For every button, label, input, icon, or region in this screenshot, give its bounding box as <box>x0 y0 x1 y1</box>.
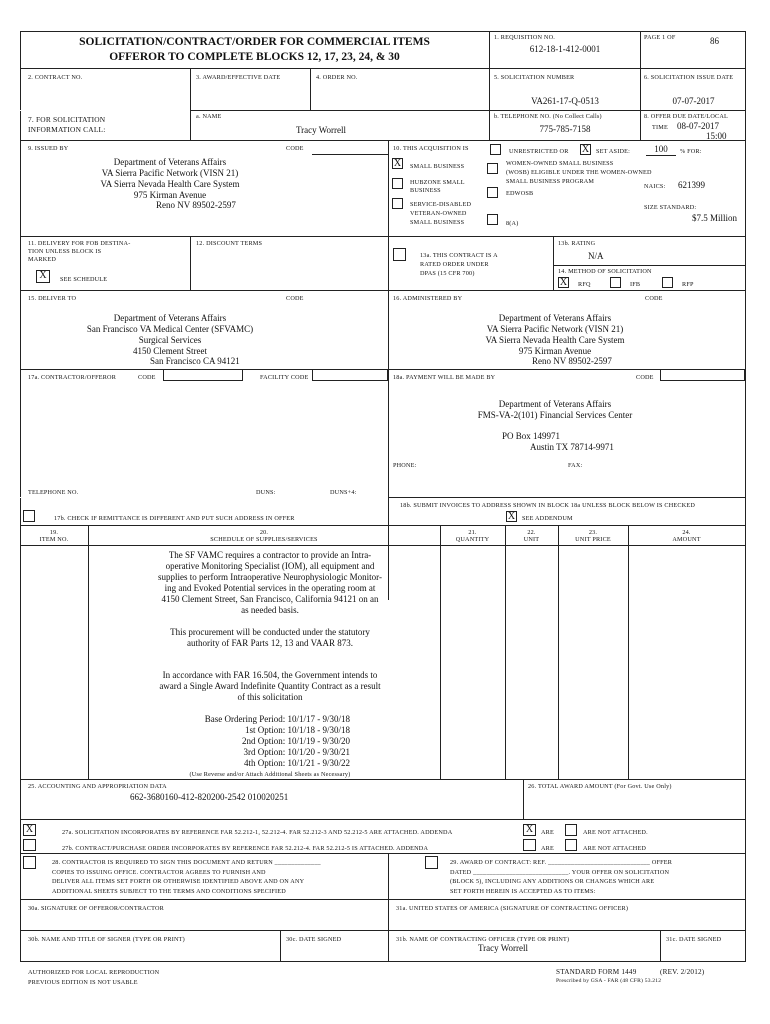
rating-label: 13b. RATING <box>558 240 596 247</box>
wosb-label: WOMEN-OWNED SMALL BUSINESS (WOSB) ELIGIBLE UNDER THE WOMEN-OWNED SMALL BUSINESS PROGRAM <box>506 160 652 185</box>
rule <box>388 853 389 961</box>
date-signed-31c-label: 31c. DATE SIGNED <box>666 936 722 943</box>
percent-for-label: % FOR: <box>680 148 702 155</box>
size-standard-label: SIZE STANDARD: <box>644 204 697 211</box>
issued-by-label: 9. ISSUED BY <box>28 145 69 152</box>
clause-27a-not-label: ARE NOT ATTACHED. <box>583 829 648 836</box>
payment-city: Austin TX 78714-9971 <box>530 442 614 452</box>
time-label: TIME <box>652 124 668 131</box>
payment-code-label: CODE <box>636 374 654 381</box>
rule <box>20 31 21 961</box>
contractor-code-label: CODE <box>138 374 156 381</box>
rule <box>190 68 191 110</box>
solicitation-number-label: 5. SOLICITATION NUMBER <box>494 74 575 81</box>
rule <box>505 525 506 779</box>
naics-label: NAICS: <box>644 183 666 190</box>
set-aside-label: SET ASIDE: <box>596 148 631 155</box>
schedule-option-periods: Base Ordering Period: 10/1/17 - 9/30/18 1st Option: 10/1/18 - 9/30/18 2nd Option: 10/1/19 - 9/30/20 3rd Option: 10/1/20 - 9/30/21 4th Option: 10/1/21 - 9/30/22 <box>204 714 350 768</box>
contractor-code-field[interactable] <box>163 370 243 381</box>
contract-no-label: 2. CONTRACT NO. <box>28 74 83 81</box>
rule <box>553 236 554 290</box>
form-title <box>20 35 489 65</box>
deliver-to-city: San Francisco CA 94121 <box>150 356 240 366</box>
clause-27b-are-checkbox[interactable] <box>523 839 536 851</box>
issued-by-city: Reno NV 89502-2597 <box>156 200 236 210</box>
rating-value: N/A <box>588 251 604 261</box>
rule <box>20 819 746 820</box>
name-label: a. NAME <box>196 113 222 120</box>
date-signed-30c-label: 30c. DATE SIGNED <box>286 936 342 943</box>
requisition-value: 612-18-1-412-0001 <box>529 44 601 54</box>
offer-due-date: 08-07-2017 <box>677 121 719 131</box>
deliver-to-address: Department of Veterans Affairs San Francisco VA Medical Center (SFVAMC) Surgical Services 4150 Clement Street <box>86 313 254 356</box>
rated-order-checkbox[interactable] <box>393 248 406 261</box>
see-addendum-label: SEE ADDENDUM <box>522 515 573 522</box>
small-business-mark: X <box>393 158 402 169</box>
rule <box>640 31 641 68</box>
signature-30a-label: 30a. SIGNATURE OF OFFEROR/CONTRACTOR <box>28 905 165 912</box>
requisition-label: 1. REQUISITION NO. <box>494 34 556 41</box>
duns4-label: DUNS+4: <box>330 489 357 496</box>
set-aside-mark: X <box>581 144 590 155</box>
signer-name-label: 30b. NAME AND TITLE OF SIGNER (TYPE OR PRINT) <box>28 936 185 943</box>
block-29-checkbox[interactable] <box>425 856 438 869</box>
deliver-to-code-label: CODE <box>286 295 304 302</box>
rule <box>20 236 746 237</box>
clause-27a-are-checkbox[interactable] <box>523 824 536 836</box>
rule <box>388 497 746 498</box>
signature-31a-label: 31a. UNITED STATES OF AMERICA (SIGNATURE OF CONTRACTING OFFICER) <box>396 905 629 912</box>
clause-27a-checkbox[interactable] <box>23 824 36 836</box>
schedule-note: (Use Reverse and/or Attach Additional Sheets as Necessary) <box>189 771 351 778</box>
issued-by-code-label: CODE <box>286 145 304 152</box>
acquisition-label: 10. THIS ACQUISITION IS <box>393 145 469 152</box>
fax-label: FAX: <box>568 462 583 469</box>
clause-27b-not-label: ARE NOT ATTACHED <box>583 845 647 852</box>
footer-revision: (REV. 2/2012) <box>660 968 705 976</box>
sdvosb-label: SERVICE-DISABLED VETERAN-OWNED SMALL BUSINESS <box>410 201 472 226</box>
set-aside-percent: 100 <box>654 144 668 154</box>
page-label: PAGE 1 OF <box>644 34 676 41</box>
payment-pobox: PO Box 149971 <box>502 431 561 441</box>
col-schedule: 20. SCHEDULE OF SUPPLIES/SERVICES <box>210 529 318 543</box>
award-date-label: 3. AWARD/EFFECTIVE DATE <box>196 74 281 81</box>
small-business-checkbox[interactable] <box>392 158 403 169</box>
eight-a-label: 8(A) <box>506 220 519 227</box>
rule <box>20 899 746 900</box>
clause-27b-are-label: ARE <box>541 845 554 852</box>
hubzone-checkbox[interactable] <box>392 178 403 189</box>
percent-field <box>646 155 676 156</box>
rule <box>20 930 746 931</box>
see-addendum-mark: X <box>507 511 516 522</box>
rule <box>310 68 311 110</box>
naics-value: 621399 <box>678 180 705 190</box>
rule <box>558 525 559 779</box>
set-aside-checkbox[interactable] <box>580 144 591 155</box>
ifb-checkbox[interactable] <box>610 277 621 288</box>
clause-27a-not-checkbox[interactable] <box>565 824 577 836</box>
clause-27b-checkbox[interactable] <box>23 839 36 851</box>
block-28-checkbox[interactable] <box>23 856 36 869</box>
issued-by-address: Department of Veterans Affairs VA Sierra Pacific Network (VISN 21) VA Sierra Nevada Health Care System 975 Kirman Avenue <box>100 157 240 200</box>
rule <box>20 779 746 780</box>
remittance-checkbox[interactable] <box>23 510 35 522</box>
rule <box>628 525 629 779</box>
rule <box>523 779 524 819</box>
contractor-label: 17a. CONTRACTOR/OFFEROR <box>28 374 117 381</box>
telephone-value: 775-785-7158 <box>539 124 591 134</box>
eight-a-checkbox[interactable] <box>487 214 498 225</box>
unrestricted-checkbox[interactable] <box>490 144 501 155</box>
wosb-checkbox[interactable] <box>487 163 498 174</box>
schedule-paragraph-3: In accordance with FAR 16.504, the Government intends to award a Single Award Indefinite Quantity Contract as a result of this solicitation <box>159 670 381 702</box>
clause-27b-not-checkbox[interactable] <box>565 839 577 851</box>
clause-27b-label: 27b. CONTRACT/PURCHASE ORDER INCORPORATES BY REFERENCE FAR 52.212-4. FAR 52.212-5 IS ATTACHED. ADDENDA <box>62 845 429 852</box>
rule <box>20 497 388 498</box>
contracting-officer-name: Tracy Worrell <box>478 943 529 953</box>
rule <box>660 930 661 961</box>
contact-name: Tracy Worrell <box>296 125 347 135</box>
solicitation-number-value: VA261-17-Q-0513 <box>531 96 599 106</box>
rule <box>20 961 746 962</box>
block-28-text: 28. CONTRACTOR IS REQUIRED TO SIGN THIS DOCUMENT AND RETURN ______________ COPIES TO ISSUING OFFICE. CONTRACTOR AGREES TO FURNISH AND DELIVER ALL ITEMS SET FORTH OR OTHERWISE IDENTIFIED ABOVE AND ON ANY ADDITIONAL SHEETS SUBJECT TO THE TERMS AND CONDITIONS SPECIFIED <box>52 859 321 895</box>
rule <box>440 525 441 779</box>
footer-authorization: AUTHORIZED FOR LOCAL REPRODUCTION PREVIOUS EDITION IS NOT USABLE <box>28 969 160 986</box>
sdvosb-checkbox[interactable] <box>392 198 403 209</box>
telephone-label: b. TELEPHONE NO. (No Collect Calls) <box>494 113 602 120</box>
method-label: 14. METHOD OF SOLICITATION <box>558 268 652 275</box>
rule <box>190 236 191 290</box>
facility-code-field[interactable] <box>312 370 388 381</box>
facility-code-label: FACILITY CODE <box>260 374 309 381</box>
clause-27a-mark: X <box>25 824 34 835</box>
edwosb-checkbox[interactable] <box>487 187 498 198</box>
rule <box>190 110 746 111</box>
payment-address: Department of Veterans Affairs FMS-VA-2(101) Financial Services Center <box>477 399 633 420</box>
administered-by-address: Department of Veterans Affairs VA Sierra Pacific Network (VISN 21) VA Sierra Nevada Health Care System 975 Kirman Avenue <box>485 313 625 356</box>
size-standard-value: $7.5 Million <box>692 213 738 223</box>
deliver-to-label: 15. DELIVER TO <box>28 295 77 302</box>
see-schedule-checkbox[interactable] <box>36 270 50 283</box>
hubzone-label: HUBZONE SMALL BUSINESS <box>410 179 465 194</box>
rfp-checkbox[interactable] <box>662 277 673 288</box>
clause-27a-are-mark: X <box>525 824 534 835</box>
rfq-label: RFQ <box>578 281 591 288</box>
form-title-line1: SOLICITATION/CONTRACT/ORDER FOR COMMERCIAL ITEMS <box>79 36 430 48</box>
administered-by-city: Reno NV 89502-2597 <box>532 356 612 366</box>
small-business-label: SMALL BUSINESS <box>410 163 465 170</box>
payment-code-field[interactable] <box>660 370 745 381</box>
clause-27a-are-label: ARE <box>541 829 554 836</box>
col-unit: 22. UNIT <box>523 529 540 543</box>
phone-label: PHONE: <box>393 462 417 469</box>
delivery-fob-label: 11. DELIVERY FOR FOB DESTINA- TION UNLESS BLOCK IS MARKED <box>28 240 131 263</box>
see-addendum-checkbox[interactable] <box>506 511 517 522</box>
accounting-label: 25. ACCOUNTING AND APPROPRIATION DATA <box>28 783 167 790</box>
rule <box>280 930 281 961</box>
rule <box>20 853 746 854</box>
col-item-no: 19. ITEM NO. <box>39 529 69 543</box>
rule <box>20 68 746 69</box>
remittance-label: 17b. CHECK IF REMITTANCE IS DIFFERENT AND PUT SUCH ADDRESS IN OFFER <box>54 515 295 522</box>
invoice-label: 18b. SUBMIT INVOICES TO ADDRESS SHOWN IN BLOCK 18a UNLESS BLOCK BELOW IS CHECKED <box>400 502 696 509</box>
rule <box>20 545 746 546</box>
total-award-label: 26. TOTAL AWARD AMOUNT (For Govt. Use Only) <box>528 783 672 790</box>
rule <box>745 31 746 961</box>
footer-form-name: STANDARD FORM 1449 <box>556 968 637 976</box>
rule <box>20 290 746 291</box>
rfq-checkbox[interactable] <box>558 277 569 288</box>
col-unit-price: 23. UNIT PRICE <box>575 529 611 543</box>
form-title-line2: OFFEROR TO COMPLETE BLOCKS 12, 17, 23, 24, & 30 <box>109 51 400 63</box>
block-29-text: 29. AWARD OF CONTRACT: REF. _______________________________ OFFER DATED _____________________________. YOUR OFFER ON SOLICITATION (BLOCK 5), INCLUDING ANY ADDITIONS OR CHANGES WHICH ARE SET FORTH HEREIN IS ACCEPTED AS TO ITEMS: <box>450 859 673 895</box>
code-field <box>312 154 388 155</box>
rule <box>190 110 191 140</box>
accounting-value: 662-3680160-412-820200-2542 010020251 <box>130 792 289 802</box>
order-no-label: 4. ORDER NO. <box>316 74 358 81</box>
col-quantity: 21. QUANTITY <box>455 529 490 543</box>
administered-by-label: 16. ADMINISTERED BY <box>393 295 463 302</box>
rated-order-label: 13a. THIS CONTRACT IS A RATED ORDER UNDER DPAS (15 CFR 700) <box>420 252 498 277</box>
contractor-telephone-label: TELEPHONE NO. <box>28 489 79 496</box>
schedule-paragraph-2: This procurement will be conducted under the statutory authority of FAR Parts 12, 13 and VAAR 873. <box>170 627 370 648</box>
see-schedule-label: SEE SCHEDULE <box>60 276 108 283</box>
see-schedule-mark: X <box>39 270 47 281</box>
solicitation-info-label: 7. FOR SOLICITATION INFORMATION CALL: <box>28 115 106 134</box>
offer-due-label: 8. OFFER DUE DATE/LOCAL <box>644 113 729 120</box>
administered-by-code-label: CODE <box>645 295 663 302</box>
contracting-officer-label: 31b. NAME OF CONTRACTING OFFICER (TYPE OR PRINT) <box>396 936 570 943</box>
ifb-label: IFB <box>630 281 641 288</box>
schedule-paragraph-1: The SF VAMC requires a contractor to provide an Intra- operative Monitoring Specialist (IOM), all equipment and supplies to perform Intraoperative Neurophysiologic Monitor- ing and Evoked Potential services in the operating room at 4150 Clement Street, San Francisco, California 94121 on an as needed basis. <box>157 550 382 615</box>
rfq-mark: X <box>559 277 568 288</box>
rule <box>553 265 746 266</box>
unrestricted-label: UNRESTRICTED OR <box>509 148 569 155</box>
footer-prescribed: Prescribed by GSA - FAR (48 CFR) 53.212 <box>556 978 662 984</box>
issue-date-value: 07-07-2017 <box>672 96 715 106</box>
rule <box>20 110 190 111</box>
offer-due-time: 15:00 <box>706 131 727 141</box>
rule <box>20 140 746 141</box>
rule <box>20 31 746 32</box>
page-total: 86 <box>710 36 719 46</box>
issue-date-label: 6. SOLICITATION ISSUE DATE <box>644 74 734 81</box>
discount-terms-label: 12. DISCOUNT TERMS <box>196 240 263 247</box>
edwosb-label: EDWOSB <box>506 190 534 197</box>
duns-label: DUNS: <box>256 489 276 496</box>
rule <box>88 525 89 779</box>
rule <box>20 525 746 526</box>
clause-27a-label: 27a. SOLICITATION INCORPORATES BY REFERENCE FAR 52.212-1, 52.212-4. FAR 52.212-3 AND 52.212-5 ARE ATTACHED. ADDENDA <box>62 829 453 836</box>
rfp-label: RFP <box>682 281 694 288</box>
payment-label: 18a. PAYMENT WILL BE MADE BY <box>393 374 496 381</box>
col-amount: 24. AMOUNT <box>672 529 701 543</box>
